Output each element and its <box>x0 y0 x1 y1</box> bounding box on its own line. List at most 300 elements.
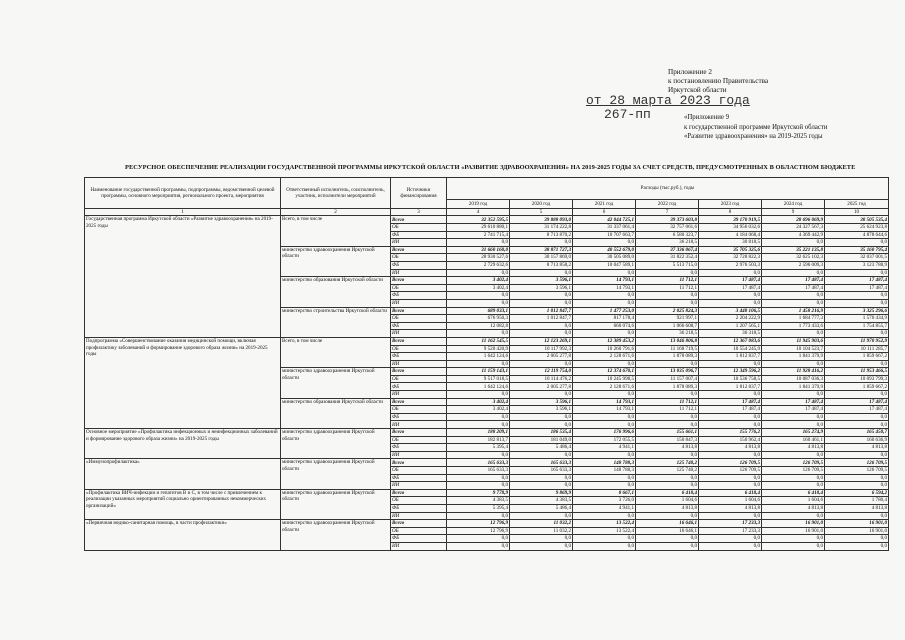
value-cell: 14 793,1 <box>573 406 636 414</box>
value-cell: 0,0 <box>762 451 825 459</box>
value-cell: 35 160 795,4 <box>825 246 889 254</box>
value-cell: 0,0 <box>636 482 699 490</box>
value-cell: 0,0 <box>762 239 825 247</box>
value-cell: 0,0 <box>573 292 636 300</box>
value-cell: 3 596,1 <box>510 406 573 414</box>
index-cell: 7 <box>636 209 699 216</box>
value-cell: 0,0 <box>510 421 573 429</box>
value-cell: 17 487,4 <box>825 406 889 414</box>
year-header: 2024 год <box>762 200 825 209</box>
value-cell: 0,0 <box>510 239 573 247</box>
value-cell: 11 712,1 <box>636 406 699 414</box>
value-cell: 0,0 <box>636 292 699 300</box>
value-cell: 3 448 106,5 <box>699 307 762 315</box>
value-cell: 155 776,2 <box>699 429 762 437</box>
value-cell: 0,0 <box>762 482 825 490</box>
source-cell: ОБ <box>391 527 447 535</box>
value-cell: 188 209,1 <box>447 429 510 437</box>
value-cell: 676 950,3 <box>447 315 510 323</box>
value-cell: 0,0 <box>699 292 762 300</box>
value-cell: 126 709,5 <box>825 467 889 475</box>
source-cell: Всего <box>391 307 447 315</box>
value-cell: 3 123 788,9 <box>825 261 889 269</box>
value-cell: 0,0 <box>573 482 636 490</box>
value-cell: 12 796,9 <box>447 520 510 528</box>
value-cell: 12 082,8 <box>447 322 510 330</box>
value-cell: 0,0 <box>825 269 889 277</box>
value-cell: 0,0 <box>699 413 762 421</box>
value-cell: 10 093 799,3 <box>825 375 889 383</box>
value-cell: 11 032,2 <box>510 520 573 528</box>
value-cell: 181 049,0 <box>510 436 573 444</box>
value-cell: 2 596 009,3 <box>762 261 825 269</box>
source-cell: ИИ <box>391 360 447 368</box>
value-cell: 8 713 870,2 <box>510 231 573 239</box>
value-cell: 5 486,4 <box>510 504 573 512</box>
year-header: 2022 год <box>636 200 699 209</box>
value-cell: 1 477 253,0 <box>573 307 636 315</box>
value-cell: 4 813,8 <box>825 504 889 512</box>
value-cell: 10 260 791,6 <box>573 345 636 353</box>
value-cell: 150 847,3 <box>636 436 699 444</box>
source-cell: ОБ <box>391 436 447 444</box>
source-cell: Всего <box>391 489 447 497</box>
source-cell: ФБ <box>391 474 447 482</box>
value-cell: 0,0 <box>510 512 573 520</box>
source-cell: ИИ <box>391 330 447 338</box>
value-cell: 0,0 <box>699 535 762 543</box>
value-cell: 1 773 433,6 <box>762 322 825 330</box>
value-cell: 0,0 <box>510 391 573 399</box>
value-cell: 17 487,4 <box>825 277 889 285</box>
program-appendix-note <box>684 113 828 142</box>
appendix-note <box>668 68 768 95</box>
program-name-cell: Подпрограмма «Совершенствование оказания медицинской помощи, включая профилактику заболеваний и формирование здорового образа жизни» на 2019-2025 годы <box>85 337 281 428</box>
value-cell: 6 580 323,7 <box>636 231 699 239</box>
value-cell: 17 487,4 <box>762 284 825 292</box>
program-name-cell: Государственная программа Иркутской области «Развитие здравоохранения» на 2019-2025 годы <box>85 216 281 338</box>
value-cell: 165 450,7 <box>825 429 889 437</box>
value-cell: 14 793,1 <box>573 277 636 285</box>
value-cell: 150 962,4 <box>699 436 762 444</box>
value-cell: 12 349 596,2 <box>699 368 762 376</box>
value-cell: 30 505 089,0 <box>573 254 636 262</box>
value-cell: 3 402,4 <box>447 284 510 292</box>
value-cell: 165 633,3 <box>510 467 573 475</box>
value-cell: 8 713 858,2 <box>510 261 573 269</box>
value-cell: 11 032,2 <box>510 527 573 535</box>
value-cell: 3 402,4 <box>447 277 510 285</box>
value-cell: 0,0 <box>825 421 889 429</box>
value-cell: 1 780,4 <box>825 497 889 505</box>
source-cell: Всего <box>391 368 447 376</box>
appendix-line: Иркутской области <box>668 86 727 94</box>
value-cell: 0,0 <box>636 535 699 543</box>
value-cell: 39 170 919,5 <box>699 216 762 224</box>
col-header-expenses: Расходы (тыс.руб.), годы <box>447 178 889 200</box>
index-cell: 1 <box>85 209 281 216</box>
pril-line: «Приложение 9 <box>684 114 729 121</box>
header-row <box>85 178 889 200</box>
value-cell: 0,0 <box>510 269 573 277</box>
value-cell: 4 941,1 <box>573 444 636 452</box>
value-cell: 31 337 061,4 <box>573 224 636 232</box>
source-cell: ФБ <box>391 231 447 239</box>
value-cell: 30 818,5 <box>699 239 762 247</box>
value-cell: 3 402,4 <box>447 406 510 414</box>
source-cell: Всего <box>391 337 447 345</box>
value-cell: 13 046 806,8 <box>636 337 699 345</box>
value-cell: 17 487,4 <box>762 398 825 406</box>
value-cell: 126 709,5 <box>762 467 825 475</box>
value-cell: 0,0 <box>825 482 889 490</box>
value-cell: 8 667,1 <box>573 489 636 497</box>
value-cell: 16 646,1 <box>636 520 699 528</box>
value-cell: 126 709,5 <box>825 459 889 467</box>
year-header: 2025 год <box>825 200 889 209</box>
index-cell: 3 <box>391 209 447 216</box>
value-cell: 17 487,4 <box>699 406 762 414</box>
value-cell: 0,0 <box>447 413 510 421</box>
source-cell: ИИ <box>391 269 447 277</box>
value-cell: 3 402,4 <box>447 398 510 406</box>
value-cell: 172 055,5 <box>573 436 636 444</box>
source-cell: ИИ <box>391 391 447 399</box>
index-cell: 4 <box>447 209 510 216</box>
year-header: 2023 год <box>699 200 762 209</box>
source-cell: ФБ <box>391 444 447 452</box>
value-cell: 1 812 837,7 <box>699 383 762 391</box>
source-cell: ОБ <box>391 315 447 323</box>
value-cell: 1 754 855,7 <box>825 322 889 330</box>
value-cell: 0,0 <box>573 330 636 338</box>
value-cell: 0,0 <box>762 512 825 520</box>
value-cell: 0,0 <box>762 542 825 550</box>
value-cell: 10 536 758,5 <box>699 375 762 383</box>
index-row <box>85 209 889 216</box>
value-cell: 0,0 <box>636 299 699 307</box>
value-cell: 9 520 420,9 <box>447 345 510 353</box>
document-title: РЕСУРСНОЕ ОБЕСПЕЧЕНИЕ РЕАЛИЗАЦИИ ГОСУДАРСТВЕННОЙ ПРОГРАММЫ ИРКУТСКОЙ ОБЛАСТИ «РАЗВИТИЕ ЗДРАВООХРАНЕНИЯ» НА 2019-2025 ГОДЫ ЗА СЧЕТ СРЕДСТВ, ПРЕДУСМОТРЕННЫХ В ОБЛАСТНОМ БЮДЖЕТЕ <box>125 164 856 171</box>
year-header: 2019 год <box>447 200 510 209</box>
value-cell: 0,0 <box>762 299 825 307</box>
value-cell: 34 956 032,6 <box>699 224 762 232</box>
value-cell: 148 788,3 <box>573 467 636 475</box>
executor-cell: Всего, в том числе <box>281 216 391 246</box>
index-cell: 9 <box>762 209 825 216</box>
value-cell: 17 233,3 <box>699 520 762 528</box>
source-cell: ФБ <box>391 383 447 391</box>
value-cell: 0,0 <box>825 535 889 543</box>
value-cell: 31 174 222,8 <box>510 224 573 232</box>
source-cell: ОБ <box>391 224 447 232</box>
value-cell: 1 642 124,6 <box>447 353 510 361</box>
value-cell: 1 604,6 <box>636 497 699 505</box>
value-cell: 17 487,4 <box>762 406 825 414</box>
value-cell: 0,0 <box>447 451 510 459</box>
value-cell: 37 336 067,4 <box>636 246 699 254</box>
value-cell: 0,0 <box>699 299 762 307</box>
value-cell: 0,0 <box>762 421 825 429</box>
value-cell: 17 487,4 <box>699 284 762 292</box>
value-cell: 2 976 503,3 <box>699 261 762 269</box>
table-row <box>85 337 889 345</box>
value-cell: 0,0 <box>636 451 699 459</box>
value-cell: 16 901,0 <box>825 520 889 528</box>
value-cell: 32 757 061,6 <box>636 224 699 232</box>
value-cell: 0,0 <box>573 512 636 520</box>
value-cell: 1 458 216,9 <box>762 307 825 315</box>
source-cell: ФБ <box>391 322 447 330</box>
value-cell: 30 505 535,4 <box>825 216 889 224</box>
value-cell: 1 859 667,2 <box>825 383 889 391</box>
value-cell: 2 005 277,8 <box>510 353 573 361</box>
value-cell: 0,0 <box>825 360 889 368</box>
value-cell: 0,0 <box>447 474 510 482</box>
table-row <box>85 489 889 497</box>
value-cell: 17 487,4 <box>825 284 889 292</box>
value-cell: 40 552 679,0 <box>573 246 636 254</box>
value-cell: 0,0 <box>825 451 889 459</box>
source-cell: ИИ <box>391 482 447 490</box>
value-cell: 126 709,5 <box>699 459 762 467</box>
value-cell: 0,0 <box>510 474 573 482</box>
source-cell: ФБ <box>391 353 447 361</box>
source-cell: Всего <box>391 520 447 528</box>
value-cell: 0,0 <box>447 360 510 368</box>
value-cell: 12 374 670,1 <box>573 368 636 376</box>
resource-table <box>84 177 889 551</box>
value-cell: 1 604,6 <box>762 497 825 505</box>
value-cell: 4 813,8 <box>699 504 762 512</box>
value-cell: 11 168 719,5 <box>636 345 699 353</box>
source-cell: ОБ <box>391 254 447 262</box>
value-cell: 0,0 <box>447 512 510 520</box>
value-cell: 4 369 442,9 <box>762 231 825 239</box>
value-cell: 10 047 589,1 <box>573 261 636 269</box>
value-cell: 660 074,6 <box>573 322 636 330</box>
value-cell: 11 712,1 <box>636 284 699 292</box>
value-cell: 0,0 <box>825 542 889 550</box>
value-cell: 0,0 <box>636 542 699 550</box>
value-cell: 1 878 089,3 <box>636 383 699 391</box>
value-cell: 32 625 102,3 <box>762 254 825 262</box>
value-cell: 0,0 <box>447 482 510 490</box>
source-cell: Всего <box>391 277 447 285</box>
value-cell: 16 646,1 <box>636 527 699 535</box>
value-cell: 0,0 <box>636 512 699 520</box>
value-cell: 13 522,4 <box>573 520 636 528</box>
value-cell: 5 486,4 <box>510 444 573 452</box>
value-cell: 28 696 069,9 <box>762 216 825 224</box>
value-cell: 10 087 036,3 <box>762 375 825 383</box>
source-cell: Всего <box>391 398 447 406</box>
value-cell: 16 901,0 <box>825 527 889 535</box>
index-cell: 2 <box>281 209 391 216</box>
pril-line: «Развитие здравоохранения» на 2019-2025 годы <box>684 133 823 140</box>
executor-cell: министерство строительства Иркутской области <box>281 307 391 337</box>
executor-cell: министерство здравоохранения Иркутской области <box>281 429 391 459</box>
source-cell: ИИ <box>391 542 447 550</box>
value-cell: 0,0 <box>762 330 825 338</box>
value-cell: 31 660 160,0 <box>447 246 510 254</box>
value-cell: 0,0 <box>510 360 573 368</box>
source-cell: ФБ <box>391 261 447 269</box>
value-cell: 17 487,4 <box>699 277 762 285</box>
value-cell: 1 859 667,2 <box>825 353 889 361</box>
value-cell: 125 740,2 <box>636 459 699 467</box>
value-cell: 4 383,5 <box>447 497 510 505</box>
value-cell: 32 352 595,5 <box>447 216 510 224</box>
value-cell: 160 461,1 <box>762 436 825 444</box>
value-cell: 0,0 <box>573 360 636 368</box>
value-cell: 4 383,5 <box>510 497 573 505</box>
value-cell: 0,0 <box>510 451 573 459</box>
value-cell: 10 707 663,7 <box>573 231 636 239</box>
value-cell: 0,0 <box>510 542 573 550</box>
appendix-line: к постановлению Правительства <box>668 77 769 85</box>
value-cell: 0,0 <box>699 269 762 277</box>
value-cell: 3 596,1 <box>510 277 573 285</box>
value-cell: 9 869,9 <box>510 489 573 497</box>
executor-cell: министерство здравоохранения Иркутской области <box>281 246 391 276</box>
value-cell: 25 624 923,8 <box>825 224 889 232</box>
source-cell: ФБ <box>391 504 447 512</box>
value-cell: 0,0 <box>573 535 636 543</box>
value-cell: 0,0 <box>510 299 573 307</box>
value-cell: 9 517 018,5 <box>447 375 510 383</box>
source-cell: ОБ <box>391 467 447 475</box>
value-cell: 0,0 <box>699 542 762 550</box>
executor-cell: министерство образования Иркутской области <box>281 398 391 428</box>
value-cell: 12 123 269,1 <box>510 337 573 345</box>
value-cell: 0,0 <box>447 330 510 338</box>
value-cell: 11 945 903,6 <box>762 337 825 345</box>
value-cell: 0,0 <box>699 451 762 459</box>
executor-cell: министерство здравоохранения Иркутской области <box>281 489 391 519</box>
value-cell: 4 813,8 <box>762 504 825 512</box>
source-cell: ИИ <box>391 239 447 247</box>
value-cell: 4 813,8 <box>762 444 825 452</box>
value-cell: 0,0 <box>762 292 825 300</box>
value-cell: 176 996,6 <box>573 429 636 437</box>
value-cell: 0,0 <box>510 482 573 490</box>
value-cell: 0,0 <box>447 299 510 307</box>
value-cell: 11 712,1 <box>636 398 699 406</box>
program-name-cell: «Иммунопрофилактика» <box>85 459 281 489</box>
table-row <box>85 216 889 224</box>
value-cell: 0,0 <box>699 482 762 490</box>
value-cell: 17 487,4 <box>699 398 762 406</box>
source-cell: ИИ <box>391 512 447 520</box>
value-cell: 1 684 777,3 <box>762 315 825 323</box>
source-cell: ОБ <box>391 284 447 292</box>
value-cell: 4 813,8 <box>636 444 699 452</box>
value-cell: 1 604,6 <box>699 497 762 505</box>
value-cell: 0,0 <box>447 535 510 543</box>
value-cell: 0,0 <box>510 330 573 338</box>
stamp-number: 267-пп <box>604 107 651 122</box>
value-cell: 12 389 453,2 <box>573 337 636 345</box>
value-cell: 1 012 847,7 <box>510 307 573 315</box>
value-cell: 160 636,9 <box>825 436 889 444</box>
value-cell: 165 633,3 <box>447 459 510 467</box>
value-cell: 11 162 545,5 <box>447 337 510 345</box>
value-cell: 2 128 671,6 <box>573 383 636 391</box>
value-cell: 0,0 <box>699 391 762 399</box>
value-cell: 10 117 992,3 <box>510 345 573 353</box>
value-cell: 2 128 671,6 <box>573 353 636 361</box>
value-cell: 11 157 007,4 <box>636 375 699 383</box>
value-cell: 125 740,2 <box>636 467 699 475</box>
table-row <box>85 429 889 437</box>
value-cell: 9 778,9 <box>447 489 510 497</box>
value-cell: 17 487,4 <box>825 398 889 406</box>
value-cell: 17 233,3 <box>699 527 762 535</box>
value-cell: 11 159 143,1 <box>447 368 510 376</box>
executor-cell: Всего, в том числе <box>281 337 391 367</box>
appendix-line: Приложение 2 <box>668 68 712 76</box>
source-cell: ИИ <box>391 421 447 429</box>
source-cell: ОБ <box>391 375 447 383</box>
value-cell: 0,0 <box>636 360 699 368</box>
value-cell: 12 119 754,0 <box>510 368 573 376</box>
value-cell: 0,0 <box>825 512 889 520</box>
value-cell: 165 633,3 <box>510 459 573 467</box>
value-cell: 0,0 <box>573 474 636 482</box>
value-cell: 12 367 083,6 <box>699 337 762 345</box>
value-cell: 0,0 <box>447 542 510 550</box>
source-cell: ОБ <box>391 497 447 505</box>
value-cell: 28 930 527,6 <box>447 254 510 262</box>
value-cell: 6 418,4 <box>699 489 762 497</box>
value-cell: 0,0 <box>762 535 825 543</box>
value-cell: 0,0 <box>510 413 573 421</box>
value-cell: 6 594,2 <box>825 489 889 497</box>
value-cell: 38 871 727,3 <box>510 246 573 254</box>
source-cell: ФБ <box>391 535 447 543</box>
value-cell: 32 728 822,3 <box>699 254 762 262</box>
source-cell: ИИ <box>391 451 447 459</box>
value-cell: 5 395,4 <box>447 444 510 452</box>
executor-cell: министерство здравоохранения Иркутской области <box>281 520 391 550</box>
value-cell: 30 157 869,0 <box>510 254 573 262</box>
program-name-cell: «Первичная медико-санитарная помощь, в части профилактики» <box>85 520 281 550</box>
value-cell: 3 726,0 <box>573 497 636 505</box>
value-cell: 0,0 <box>825 391 889 399</box>
value-cell: 10 104 523,7 <box>762 345 825 353</box>
value-cell: 14 793,1 <box>573 398 636 406</box>
year-header: 2020 год <box>510 200 573 209</box>
value-cell: 0,0 <box>699 360 762 368</box>
value-cell: 36 218,5 <box>636 330 699 338</box>
value-cell: 32 037 001,5 <box>825 254 889 262</box>
value-cell: 186 535,4 <box>510 429 573 437</box>
table-row <box>85 520 889 528</box>
value-cell: 42 044 725,1 <box>573 216 636 224</box>
value-cell: 11 970 952,9 <box>825 337 889 345</box>
value-cell: 3 325 296,6 <box>825 307 889 315</box>
value-cell: 6 418,4 <box>636 489 699 497</box>
value-cell: 1 841 379,9 <box>762 383 825 391</box>
value-cell: 17 487,4 <box>762 277 825 285</box>
value-cell: 4 813,8 <box>699 444 762 452</box>
value-cell: 11 928 416,2 <box>762 368 825 376</box>
value-cell: 4 813,8 <box>636 504 699 512</box>
value-cell: 0,0 <box>825 292 889 300</box>
value-cell: 2 005 277,8 <box>510 383 573 391</box>
value-cell: 16 901,0 <box>762 527 825 535</box>
